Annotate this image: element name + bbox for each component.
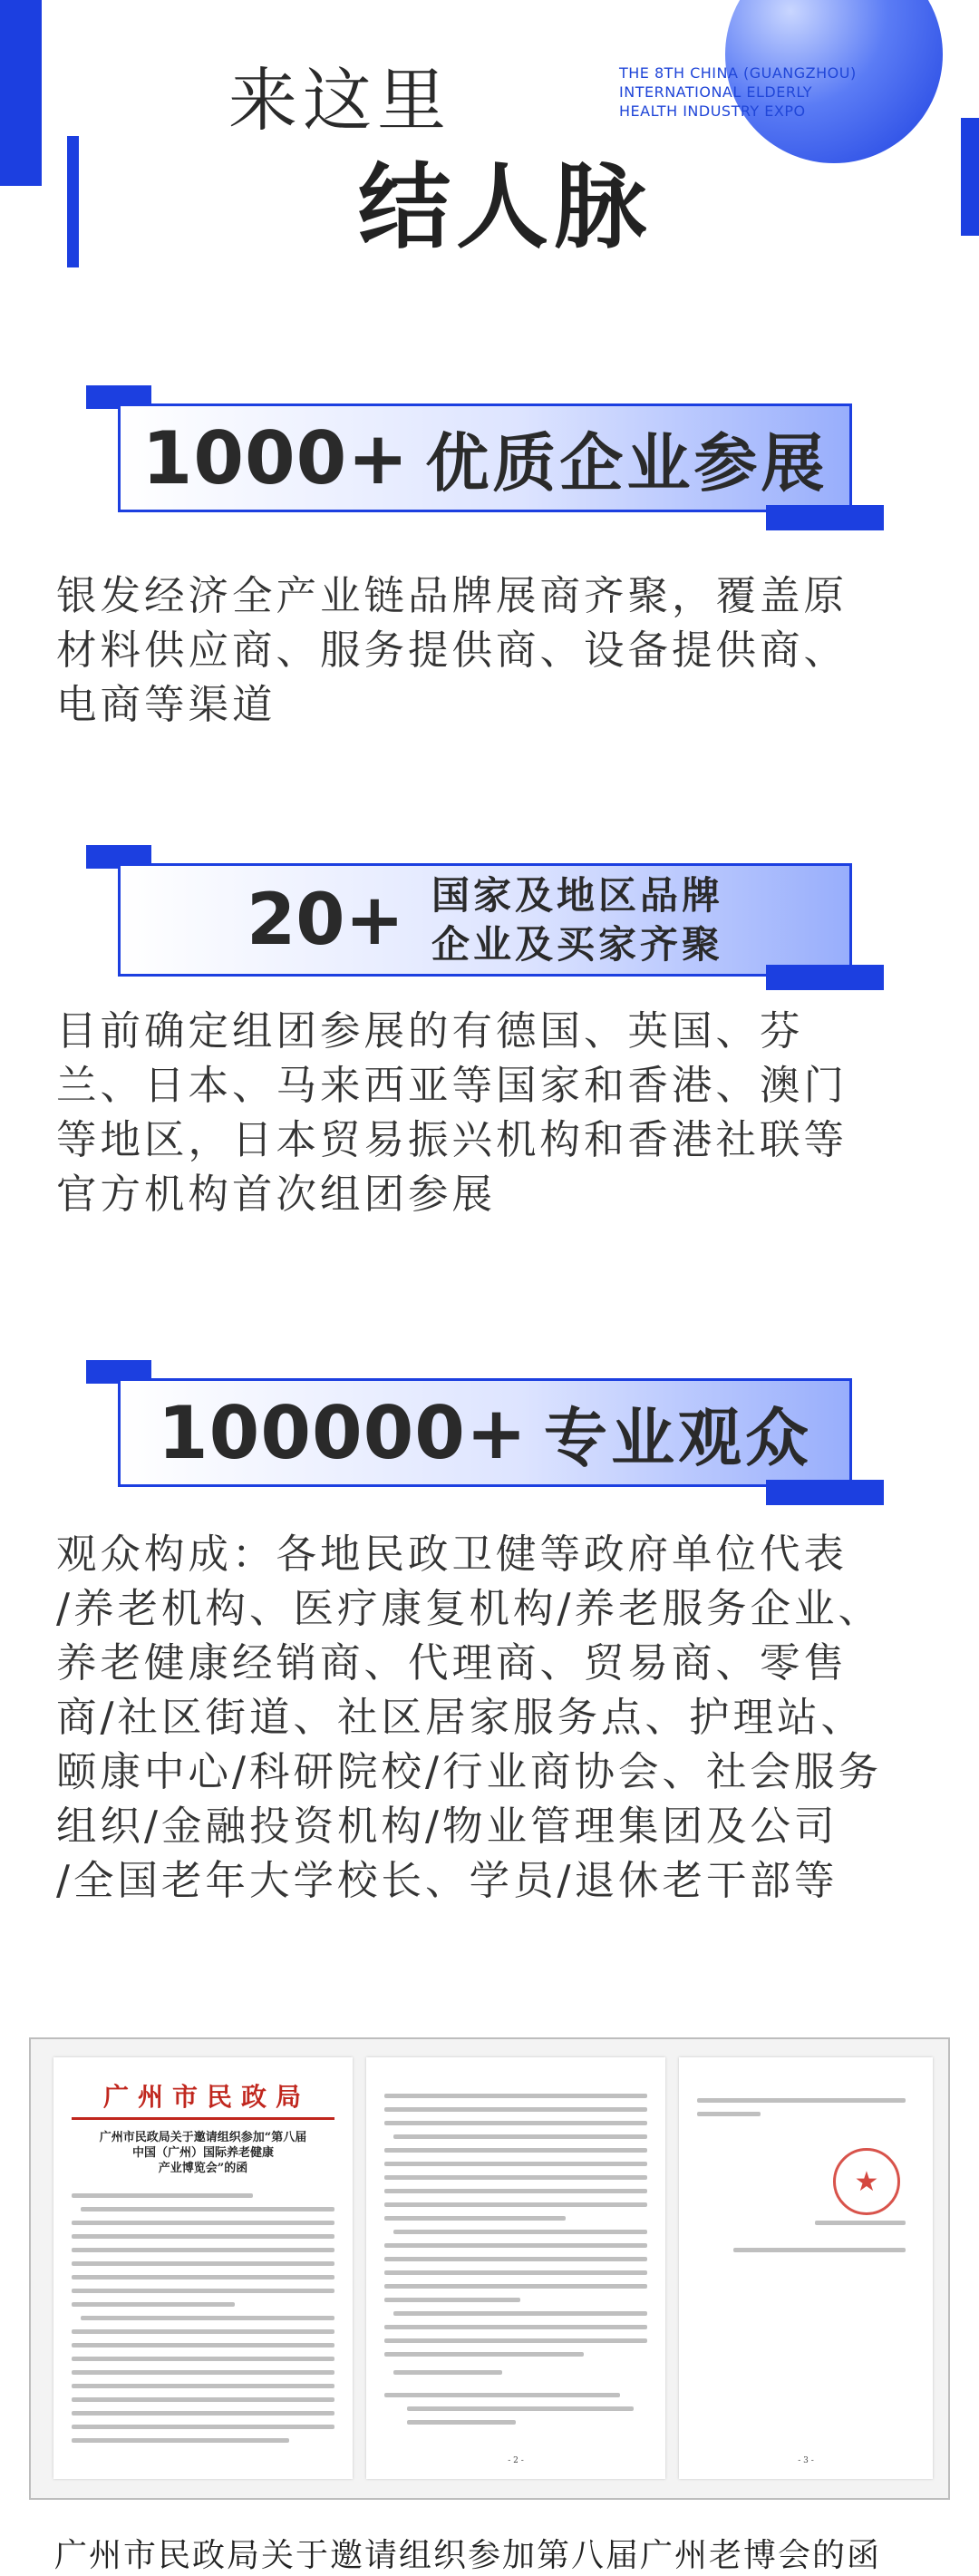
desc-line: 商/社区街道、社区居家服务点、护理站、 xyxy=(56,1695,865,1741)
banner-visitors xyxy=(86,1360,884,1505)
country-count: 20+ xyxy=(247,879,404,961)
banner-box xyxy=(118,863,852,977)
banner-tab-right xyxy=(766,505,884,530)
decor-bar-left-thin xyxy=(67,136,79,267)
decor-bar-right xyxy=(961,118,979,236)
page-number: - 3 - xyxy=(798,2456,814,2465)
desc-line: 颐康中心/科研院校/行业商协会、社会服务 xyxy=(56,1749,882,1795)
banner-tab-right xyxy=(766,965,884,990)
desc-line: 等地区，日本贸易振兴机构和香港社联等 xyxy=(56,1117,848,1163)
letter-title-line: 广州市民政局关于邀请组织参加“第八届 xyxy=(99,2131,307,2144)
desc-line: /全国老年大学校长、学员/退休老干部等 xyxy=(56,1858,838,1904)
desc-line: 目前确定组团参展的有德国、英国、芬 xyxy=(56,1008,804,1055)
visitors-description xyxy=(56,1528,926,1909)
letter-page-2 xyxy=(366,2057,665,2479)
letter-title-line: 产业博览会”的函 xyxy=(158,2162,248,2175)
desc-line: 电商等渠道 xyxy=(56,682,276,728)
desc-line: 兰、日本、马来西亚等国家和香港、澳门 xyxy=(56,1063,848,1109)
letterhead-rule xyxy=(72,2117,334,2120)
desc-line: /养老机构、医疗康复机构/养老服务企业、 xyxy=(56,1586,882,1632)
invitation-letter-image xyxy=(29,2037,950,2500)
desc-line: 组织/金融投资机构/物业管理集团及公司 xyxy=(56,1803,838,1850)
document-caption: 广州市民政局关于邀请组织参加第八届广州老博会的函 xyxy=(54,2537,882,2574)
desc-line: 官方机构首次组团参展 xyxy=(56,1171,497,1218)
expo-english-name xyxy=(619,63,855,121)
letter-title xyxy=(72,2130,334,2176)
exhibitor-count: 1000+ xyxy=(141,415,410,501)
headline-line1: 来这里 xyxy=(228,60,451,141)
decor-bar-left xyxy=(0,0,42,186)
exhibitor-label: 优质企业参展 xyxy=(425,425,829,501)
exhibitor-description xyxy=(56,569,926,733)
visitor-label: 专业观众 xyxy=(544,1400,812,1475)
expo-en-line: THE 8TH CHINA (GUANGZHOU) xyxy=(619,64,857,82)
headline-line2: 结人脉 xyxy=(358,154,652,262)
page-number: - 2 - xyxy=(508,2456,524,2465)
visitor-count: 100000+ xyxy=(157,1390,528,1475)
desc-line: 银发经济全产业链品牌展商齐聚，覆盖原 xyxy=(56,573,848,619)
letter-page-3 xyxy=(679,2057,933,2479)
expo-en-line: INTERNATIONAL ELDERLY xyxy=(619,83,812,101)
country-label-line2: 企业及买家齐聚 xyxy=(431,921,723,967)
banner-box xyxy=(118,403,852,512)
expo-en-line: HEALTH INDUSTRY EXPO xyxy=(619,102,806,120)
banner-exhibitors xyxy=(86,385,884,530)
banner-box xyxy=(118,1378,852,1487)
letterhead: 广州市民政局 xyxy=(103,2082,311,2112)
country-label-line1: 国家及地区品牌 xyxy=(431,872,723,918)
banner-countries xyxy=(86,845,884,990)
desc-line: 观众构成：各地民政卫健等政府单位代表 xyxy=(56,1531,848,1578)
letter-page-1 xyxy=(53,2057,353,2479)
letter-title-line: 中国（广州）国际养老健康 xyxy=(131,2146,274,2160)
countries-description xyxy=(56,1005,926,1222)
desc-line: 材料供应商、服务提供商、设备提供商、 xyxy=(56,627,848,674)
desc-line: 养老健康经销商、代理商、贸易商、零售 xyxy=(56,1640,848,1687)
official-stamp: ★ xyxy=(833,2148,900,2215)
banner-tab-right xyxy=(766,1480,884,1505)
